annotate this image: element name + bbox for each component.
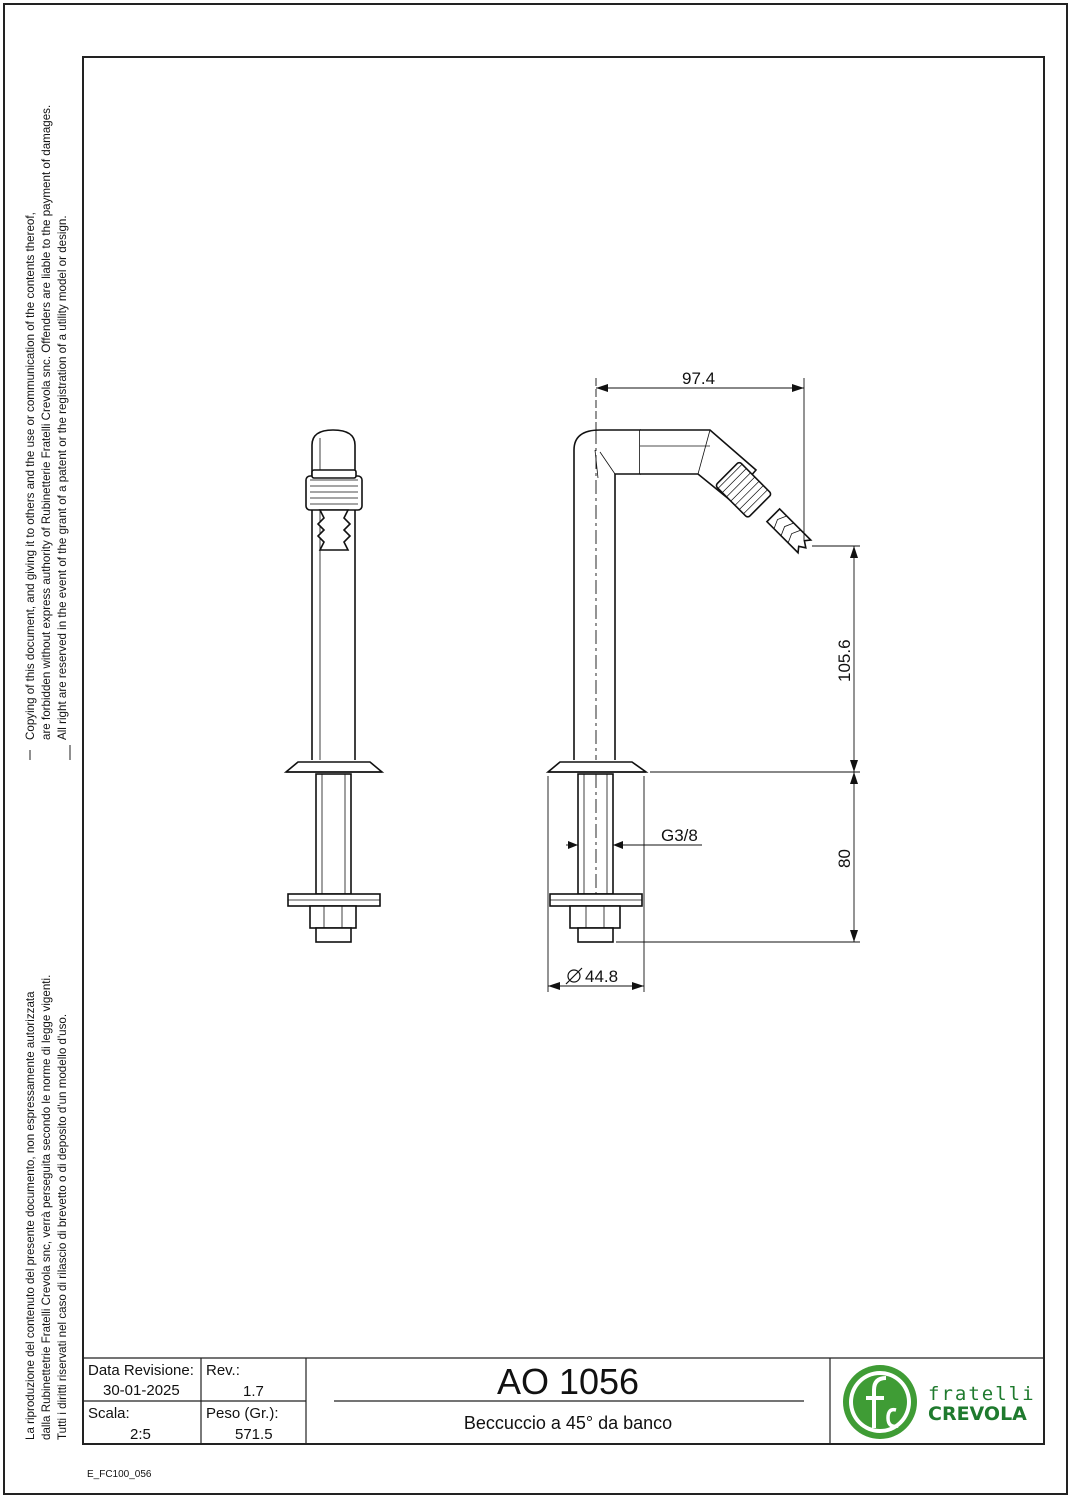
front-locknut [570,906,620,928]
weight-label: Peso (Gr.): [206,1405,279,1422]
side-nut [306,476,362,510]
logo-text-crevola: CREVOLA [928,1403,1027,1425]
rev-value: 1.7 [243,1383,264,1400]
legal-notice-en [24,105,69,740]
rev-label: Rev.: [206,1362,240,1379]
legal-it-line-1: La riproduzione del contenuto del presente documento, non espressamente autorizzata [24,991,37,1440]
logo-text-fratelli: fratelli [928,1383,1036,1405]
side-hose-barb [318,510,350,550]
revision-date-label: Data Revisione: [88,1362,194,1379]
side-shank [316,774,351,894]
dim-width: 97.4 [682,369,716,388]
fratelli-crevola-logo [843,1365,1036,1439]
side-locknut [310,906,356,928]
legal-en-line-2: are forbidden without express authority of Rubinetterie Fratelli Crevola snc. Offenders are liable to the payment of damages. [40,104,53,740]
weight-value: 571.5 [235,1426,273,1443]
front-shank [578,774,613,894]
legal-en-line-1: Copying of this document, and giving it to others and the use or communication of the contents thereof, [24,212,37,740]
revision-date-value: 30-01-2025 [103,1382,180,1399]
drawing-file-code: E_FC100_056 [87,1469,152,1480]
dim-thread: G3/8 [661,826,698,845]
side-flange [286,762,382,772]
front-tube [574,430,640,760]
product-code: AO 1056 [496,1361,640,1402]
dim-diameter: 44.8 [585,967,619,986]
dim-height-upper: 105.6 [835,639,854,682]
legal-notice-it [24,975,69,1440]
legal-en-line-3: All right are reserved in the event of the grant of a patent or the registration of a utility model or design. [56,215,69,740]
front-view [548,430,812,942]
scale-label: Scala: [88,1405,130,1422]
dim-height-lower: 80 [835,849,854,868]
legal-it-line-3: Tutti i diritti riservati nel caso di rilascio di brevetto o di deposito d'un modello d'uso. [56,1013,69,1440]
front-hose-barb [767,509,812,554]
legal-it-line-2: dalla Rubinettetrie Fratelli Crevola snc, verrà perseguita secondo le norme di legge vigenti. [40,974,53,1440]
front-flange [548,762,646,772]
product-description: Beccuccio a 45° da banco [463,1413,673,1433]
scale-value: 2:5 [130,1426,151,1443]
side-view [286,430,382,942]
